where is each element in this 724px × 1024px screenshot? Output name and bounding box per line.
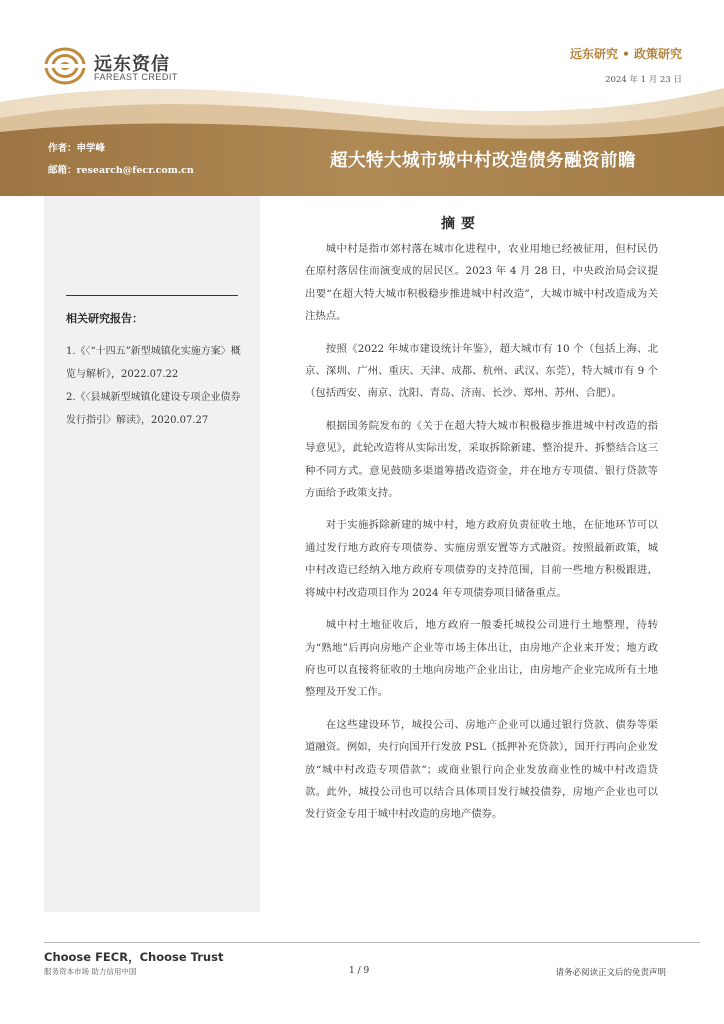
logo (44, 46, 194, 86)
report-title: 超大特大城市城中村改造债务融资前瞻 (330, 151, 636, 171)
related-report-item[interactable]: 2.《〈县城新型城镇化建设专项企业债券发行指引〉解读》，2020.07.27 (66, 392, 241, 426)
related-reports-list (66, 340, 244, 432)
logo-cn-text: 远东资信 (94, 54, 170, 75)
abstract-body (305, 238, 658, 836)
abstract-paragraph: 城中村土地征收后，地方政府一般委托城投公司进行土地整理，待转为“熟地”后再向房地产企业等市场主体出让，由房地产企业来开发；地方政府也可以直接将征收的土地向房地产企业出让，由房地产企业完成所有土地整理及开发工作。 (305, 619, 658, 699)
abstract-paragraph: 按照《2022 年城市建设统计年鉴》，超大城市有 10 个（包括上海、北京、深圳、广州、重庆、天津、成都、杭州、武汉、东莞），特大城市有 9 个（包括西安、南京、沈阳、青岛、济南、长沙、郑州、苏州、合肥）。 (305, 342, 658, 400)
report-date: 2024 年 1 月 23 日 (605, 75, 682, 85)
abstract-paragraph: 城中村是指市郊村落在城市化进程中，农业用地已经被征用，但村民仍在原村落居住而演变成的居民区。2023 年 4 月 28 日，中央政治局会议提出要“在超大特大城市积极稳步推进城中村改造”，大城市城中村改造成为关注热点。 (305, 243, 658, 323)
abstract-paragraph: 在这些建设环节，城投公司、房地产企业可以通过银行贷款、债券等渠道融资。例如，央行向国开行发放 PSL（抵押补充贷款），国开行再向企业发放“城中村改造专项借款”；或商业银行向企业发放商业性的城中村改造贷款。此外，城投公司也可以结合具体项目发行城投债券，房地产企业也可以发行资金专用于城中村改造的房地产债券。 (305, 718, 658, 821)
abstract-paragraph: 对于实施拆除新建的城中村，地方政府负责征收土地，在征地环节可以通过发行地方政府专项债券、实施房票安置等方式融资。按照最新政策，城中村改造已经纳入地方政府专项债券的支持范围，目前一些地方积极跟进，将城中村改造项目作为 2024 年专项债券项目储备重点。 (305, 519, 658, 599)
footer-slogan: Choose FECR，Choose Trust (44, 950, 224, 964)
title-banner (0, 84, 724, 196)
footer-divider (44, 942, 700, 943)
page-number: 1 / 9 (349, 966, 370, 976)
disclaimer-note: 请务必阅读正文后的免责声明 (555, 968, 666, 978)
related-report-item[interactable]: 1.《〈“十四五”新型城镇化实施方案〉概览与解析》，2022.07.22 (66, 346, 241, 380)
email-line[interactable]: 邮箱：research@fecr.com.cn (48, 165, 194, 176)
banner-wave-graphic (0, 84, 724, 196)
abstract-heading: 摘要 (441, 216, 481, 232)
abstract-paragraph: 根据国务院发布的《关于在超大特大城市积极稳步推进城中村改造的指导意见》，此轮改造将从实际出发，采取拆除新建、整治提升、拆整结合这三种不同方式。意见鼓励多渠道筹措改造资金，并在地方专项债、银行贷款等方面给予政策支持。 (305, 419, 658, 500)
logo-en-text: FAREAST CREDIT (94, 72, 178, 82)
footer-slogan-sub: 服务资本市场 助力信用中国 (44, 967, 137, 976)
sidebar-divider (66, 295, 238, 296)
related-reports-title: 相关研究报告： (66, 312, 143, 325)
sidebar (44, 196, 260, 912)
report-series: 远东研究 • 政策研究 (569, 47, 682, 61)
author-line: 作者：申学峰 (48, 143, 106, 154)
fareast-credit-logo-icon (44, 46, 86, 86)
